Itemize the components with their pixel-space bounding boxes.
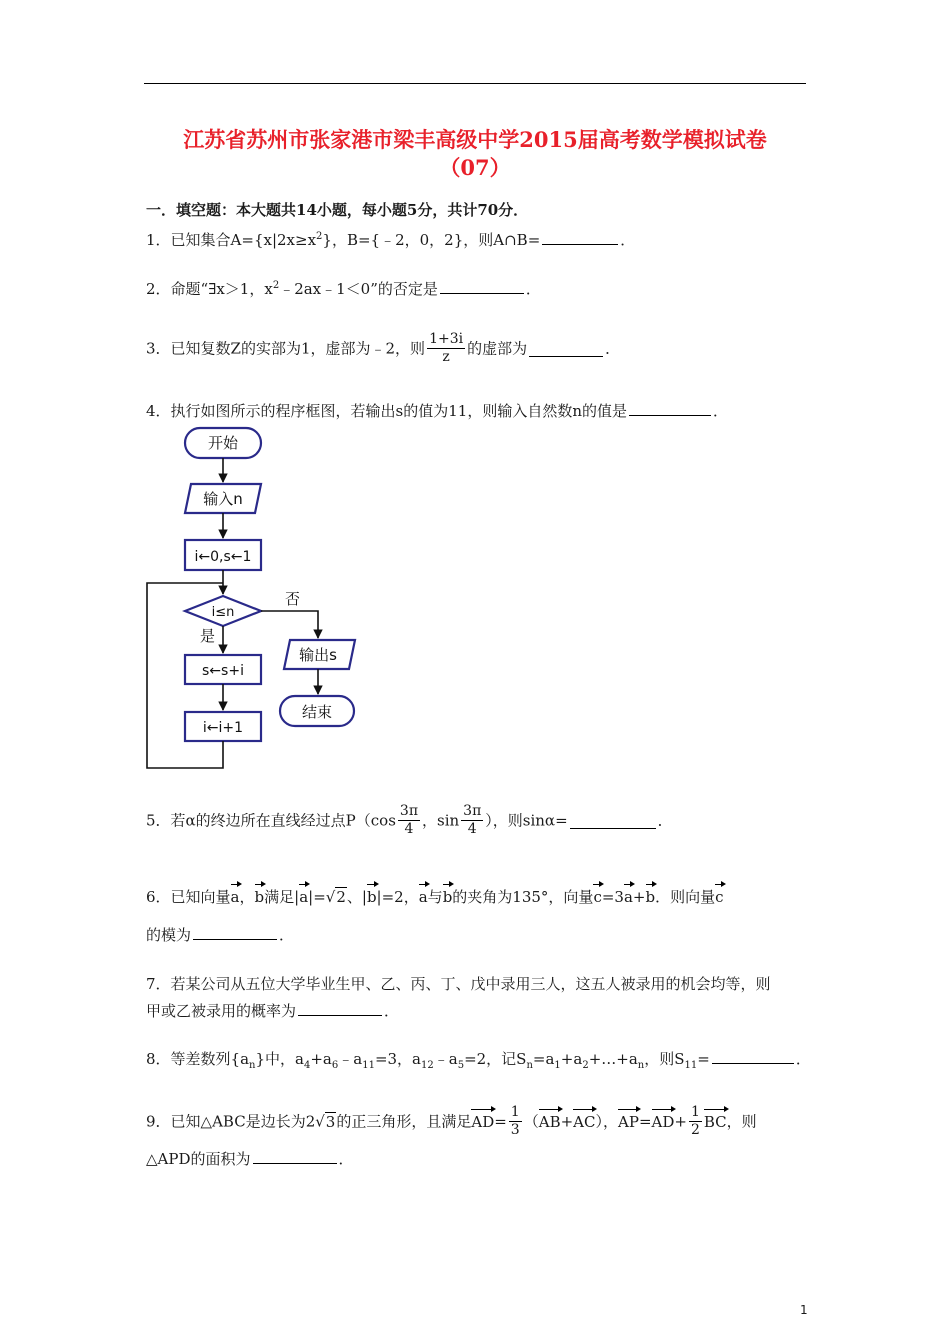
question-1: 1．已知集合$A=\{x|2x\ge x^2\}$，B={﹣2，0，2}，则A∩B= ． [146, 231, 636, 249]
question-2: 2．命题“∃x＞1，$x^2﹣2ax﹣1<0$”的否定是 ． [146, 280, 541, 298]
fraction: $\frac{3\pi}{4}$ [463, 803, 482, 837]
page-title: 江苏省苏州市张家港市梁丰高级中学2015届高考数学模拟试卷 [183, 127, 767, 152]
fraction: $\frac{1}{3}$ [510, 1104, 520, 1138]
flow-output-label: 输出s [299, 646, 337, 664]
flow-yes-label: 是 [200, 627, 216, 645]
question-9-line-2: △APD的面积为 ． [146, 1150, 354, 1168]
flow-step1-label: s←s+i [202, 663, 244, 679]
flowchart [140, 420, 370, 780]
fraction: $\frac{3\pi}{4}$ [399, 803, 419, 837]
question-6-line-1: 6．已知向量a，b满足|a|=√2、|b|=2，a与b的夹角为135°，向量c=3a+b．则向量c [146, 888, 724, 906]
question-6-line-2: 的模为 ． [146, 926, 295, 944]
question-8: 8．等差数列$\{a_n\}$中，$a_4+a_6﹣a_{11}=3$，$a_{12}﹣a_5=2$，记$S_n=a_1+a_2+\dots+a_n$，则$S_{11}=$ ． [146, 1050, 811, 1071]
section-heading: 一．填空题：本大题共14小题，每小题5分，共计70分． [146, 201, 529, 219]
flow-condition-label: i≤n [211, 605, 235, 620]
answer-blank[interactable] [440, 278, 524, 294]
flow-start-label: 开始 [207, 434, 239, 452]
question-9-line-1: 9．已知△ABC是边长为2√3的正三角形，且满足AD= $\frac{1}{3}$ （AB+AC），AP=AD+ $\frac{1}{2}$ BC，则 [146, 1104, 757, 1138]
page-title-number: （07） [439, 155, 511, 180]
question-3: 3．已知复数Z的实部为1，虚部为﹣2，则 $\frac{1+3i}{z}$ 的虚部为 ． [146, 331, 621, 365]
page-number: 1 [800, 1303, 808, 1317]
question-4: 4．执行如图所示的程序框图，若输出s的值为11，则输入自然数n的值是 ． [146, 402, 729, 420]
answer-blank[interactable] [298, 1000, 382, 1016]
answer-blank[interactable] [529, 341, 603, 357]
flow-no-label: 否 [285, 590, 301, 608]
flow-step2-label: i←i+1 [202, 720, 244, 736]
flow-input-label: 输入n [203, 490, 243, 508]
flow-init-label: i←0,s←1 [194, 549, 252, 565]
question-7-line-1: 7．若某公司从五位大学毕业生甲、乙、丙、丁、戊中录用三人，这五人被录用的机会均等，则 [146, 975, 771, 993]
answer-blank[interactable] [570, 813, 656, 829]
answer-blank[interactable] [193, 924, 277, 940]
question-7-line-2: 甲或乙被录用的概率为 ． [146, 1002, 400, 1020]
question-5: 5．若α的终边所在直线经过点P（cos $\frac{3\pi}{4}$ ，sin $\frac{3\pi}{4}$ ），则sinα= ． [146, 803, 673, 837]
fraction: $\frac{1}{2}$ [690, 1104, 700, 1138]
answer-blank[interactable] [542, 229, 618, 245]
flow-end-label: 结束 [301, 703, 333, 721]
fraction: $\frac{1+3i}{z}$ [429, 331, 464, 365]
answer-blank[interactable] [253, 1148, 337, 1164]
header-rule [144, 83, 806, 84]
answer-blank[interactable] [629, 400, 711, 416]
answer-blank[interactable] [712, 1048, 794, 1064]
